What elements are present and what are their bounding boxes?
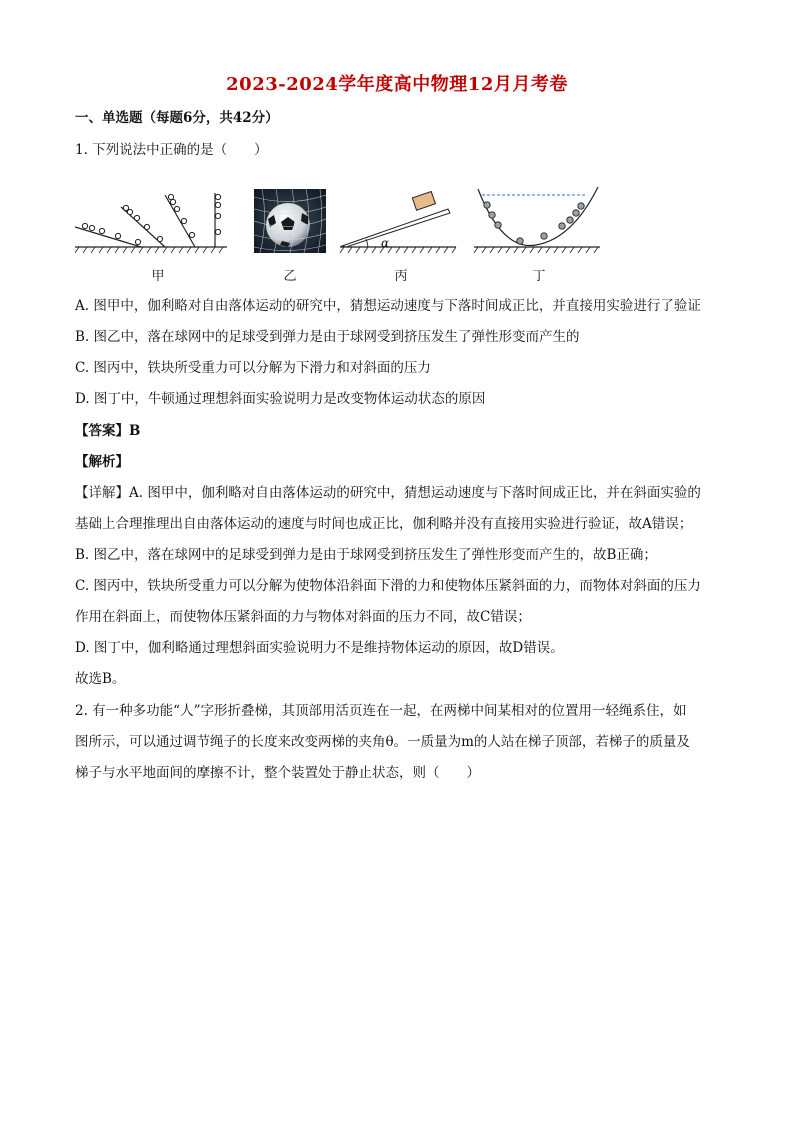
option-b: B. 图乙中，落在球网中的足球受到弹力是由于球网受到挤压发生了弹性形变而产生的 xyxy=(75,329,580,345)
figure-jia xyxy=(75,185,235,260)
question-2-line: 图所示，可以通过调节绳子的长度来改变两梯的夹角θ。一质量为m的人站在梯子顶部，若梯子的质量及 xyxy=(75,734,690,750)
angle-alpha-label: α xyxy=(380,236,390,250)
detail-line: 故选B。 xyxy=(75,671,126,687)
figure-ding xyxy=(472,183,604,260)
figure-yi-soccer-ball-image xyxy=(254,189,326,253)
question-1-stem: 1. 下列说法中正确的是（ ） xyxy=(75,142,268,158)
option-a: A. 图甲中，伽利略对自由落体运动的研究中，猜想运动速度与下落时间成正比，并直接用实验进行了验证 xyxy=(75,298,701,314)
caption-jia: 甲 xyxy=(151,269,165,284)
detail-line: D. 图丁中，伽利略通过理想斜面实验说明力不是维持物体运动的原因，故D错误。 xyxy=(75,640,564,656)
analysis-label: 【解析】 xyxy=(75,454,129,470)
section-heading: 一、单选题（每题6分，共42分） xyxy=(75,110,279,126)
detail-line: B. 图乙中，落在球网中的足球受到弹力是由于球网受到挤压发生了弹性形变而产生的，故B正确； xyxy=(75,547,657,563)
detail-line: 基础上合理推理出自由落体运动的速度与时间也成正比，伽利略并没有直接用实验进行验证，故A错误； xyxy=(75,516,693,532)
detail-line: 【详解】A. 图甲中，伽利略对自由落体运动的研究中，猜想运动速度与下落时间成正比，并在斜面实验的 xyxy=(75,485,701,501)
question-2-line: 梯子与水平地面间的摩擦不计，整个装置处于静止状态，则（ ） xyxy=(75,765,480,781)
caption-ding: 丁 xyxy=(532,269,546,284)
page-title: 2023-2024学年度高中物理12月月考卷 xyxy=(226,74,568,95)
caption-yi: 乙 xyxy=(283,269,297,284)
detail-line: 作用在斜面上，而使物体压紧斜面的力与物体对斜面的压力不同，故C错误； xyxy=(75,609,531,625)
option-c: C. 图丙中，铁块所受重力可以分解为下滑力和对斜面的压力 xyxy=(75,360,431,376)
detail-line: C. 图丙中，铁块所受重力可以分解为使物体沿斜面下滑的力和使物体压紧斜面的力，而物体对斜面的压力 xyxy=(75,578,701,594)
question-2-line: 2. 有一种多功能“人”字形折叠梯，其顶部用活页连在一起，在两梯中间某相对的位置用一轻绳系住，如 xyxy=(75,703,687,719)
answer: 【答案】B xyxy=(75,423,141,439)
caption-bing: 丙 xyxy=(394,269,408,284)
option-d: D. 图丁中，牛顿通过理想斜面实验说明力是改变物体运动状态的原因 xyxy=(75,391,486,407)
